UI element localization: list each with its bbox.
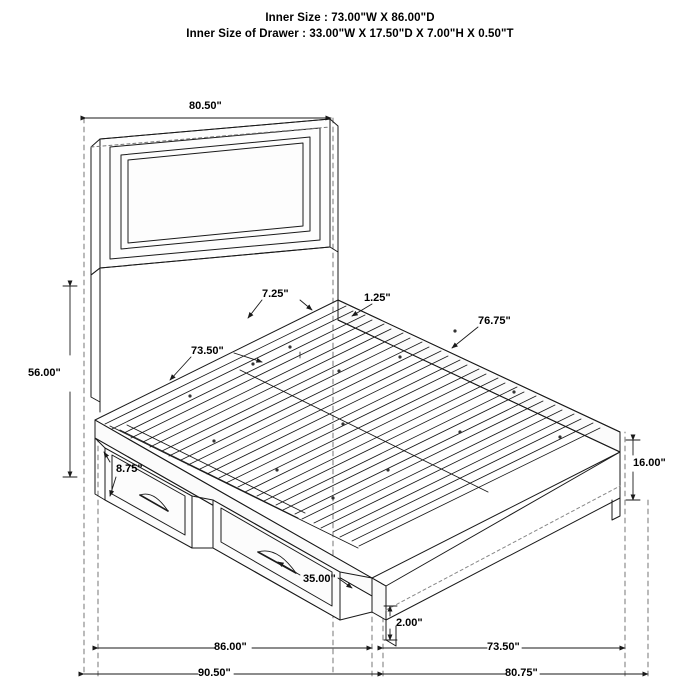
dimension-label-overall-height: 56.00" <box>28 367 61 379</box>
dimension-label-bottom-width: 73.50" <box>487 641 520 653</box>
dimension-label-overall-depth: 90.50" <box>198 667 231 679</box>
dimension-label-inner-length: 73.50" <box>191 345 224 357</box>
inner-size-text: Inner Size : 73.00"W X 86.00"D <box>265 12 435 24</box>
dimension-label-mattress-width: 76.75" <box>478 315 511 327</box>
dimension-label-side-rail-thickness: 1.25" <box>364 292 391 304</box>
dimension-label-overall-width: 80.75" <box>505 667 538 679</box>
dimension-label-foot-clearance: 2.00" <box>396 617 423 629</box>
dimension-label-drawer-width: 35.00" <box>303 573 336 585</box>
dimension-label-drawer-height: 8.75" <box>116 463 143 475</box>
dimension-label-rail-height: 16.00" <box>633 457 666 469</box>
dimension-label-bottom-depth: 86.00" <box>214 641 247 653</box>
inner-drawer-size-text: Inner Size of Drawer : 33.00"W X 17.50"D X 7.00"H X 0.50"T <box>186 28 514 40</box>
dimension-label-headboard-rail: 7.25" <box>262 288 289 300</box>
dimension-label-top-width: 80.50" <box>189 100 222 112</box>
